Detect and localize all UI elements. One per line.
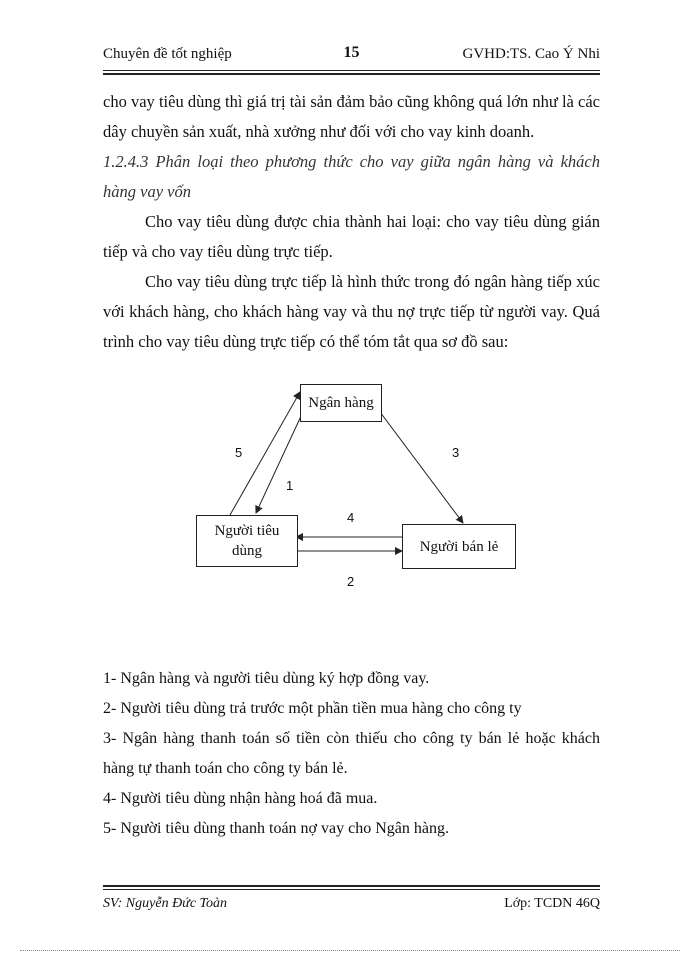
page-header bbox=[103, 40, 600, 70]
section-heading: 1.2.4.3 Phân loại theo phương thức cho vay giữa ngân hàng và khách hàng vay vốn bbox=[103, 152, 600, 201]
retailer-label: Người bán lẻ bbox=[419, 538, 499, 555]
label-4: 4 bbox=[347, 510, 355, 525]
paragraph-2: Cho vay tiêu dùng được chia thành hai loại: cho vay tiêu dùng gián tiếp và cho vay tiêu dùng trực tiếp. bbox=[103, 212, 600, 261]
bank-box bbox=[300, 384, 382, 422]
legend-item: 3- Ngân hàng thanh toán số tiền còn thiếu cho công ty bán lẻ hoặc khách hàng tự thanh toán cho công ty bán lẻ. bbox=[103, 730, 600, 777]
bank-label: Ngân hàng bbox=[308, 395, 374, 411]
label-2: 2 bbox=[347, 574, 355, 589]
retailer-box bbox=[402, 524, 516, 569]
page-bottom-border bbox=[20, 950, 680, 951]
header-supervisor: GVHD:TS. Cao Ý Nhi bbox=[462, 46, 600, 62]
label-1: 1 bbox=[286, 478, 294, 493]
consumer-label: Người tiêu dùng bbox=[214, 523, 280, 559]
paragraph-3: Cho vay tiêu dùng trực tiếp là hình thức trong đó ngân hàng tiếp xúc với khách hàng, cho khách hàng vay và thu nợ trực tiếp từ người vay. Quá trình cho vay tiêu dùng trực tiếp có thể tóm tắt qua sơ đồ sau: bbox=[103, 272, 600, 351]
body-text bbox=[103, 87, 600, 357]
footer-rule-thick bbox=[103, 885, 600, 887]
page-number: 15 bbox=[343, 44, 360, 61]
footer-rule-thin bbox=[103, 889, 600, 890]
diagram-legend bbox=[103, 664, 600, 844]
header-title: Chuyên đề tốt nghiệp bbox=[103, 46, 232, 62]
consumer-box bbox=[196, 515, 298, 567]
legend-item: 4- Người tiêu dùng nhận hàng hoá đã mua. bbox=[103, 790, 378, 807]
loan-flow-diagram bbox=[190, 380, 530, 600]
label-5: 5 bbox=[235, 445, 243, 460]
paragraph-1: cho vay tiêu dùng thì giá trị tài sản đảm bảo cũng không quá lớn như là các dây chuyền sản xuất, nhà xưởng như đối với cho vay kinh doanh. bbox=[103, 92, 600, 141]
arrow-3 bbox=[380, 412, 463, 523]
legend-item: 1- Ngân hàng và người tiêu dùng ký hợp đồng vay. bbox=[103, 670, 430, 687]
legend-item: 2- Người tiêu dùng trả trước một phần tiền mua hàng cho công ty bbox=[103, 700, 522, 717]
footer-class: Lớp: TCDN 46Q bbox=[504, 896, 600, 911]
header-rule-thin bbox=[103, 70, 600, 71]
footer-student: SV: Nguyễn Đức Toàn bbox=[103, 896, 228, 911]
label-3: 3 bbox=[452, 445, 460, 460]
legend-item: 5- Người tiêu dùng thanh toán nợ vay cho Ngân hàng. bbox=[103, 820, 449, 837]
page-footer bbox=[103, 896, 600, 912]
header-rule-thick bbox=[103, 73, 600, 75]
